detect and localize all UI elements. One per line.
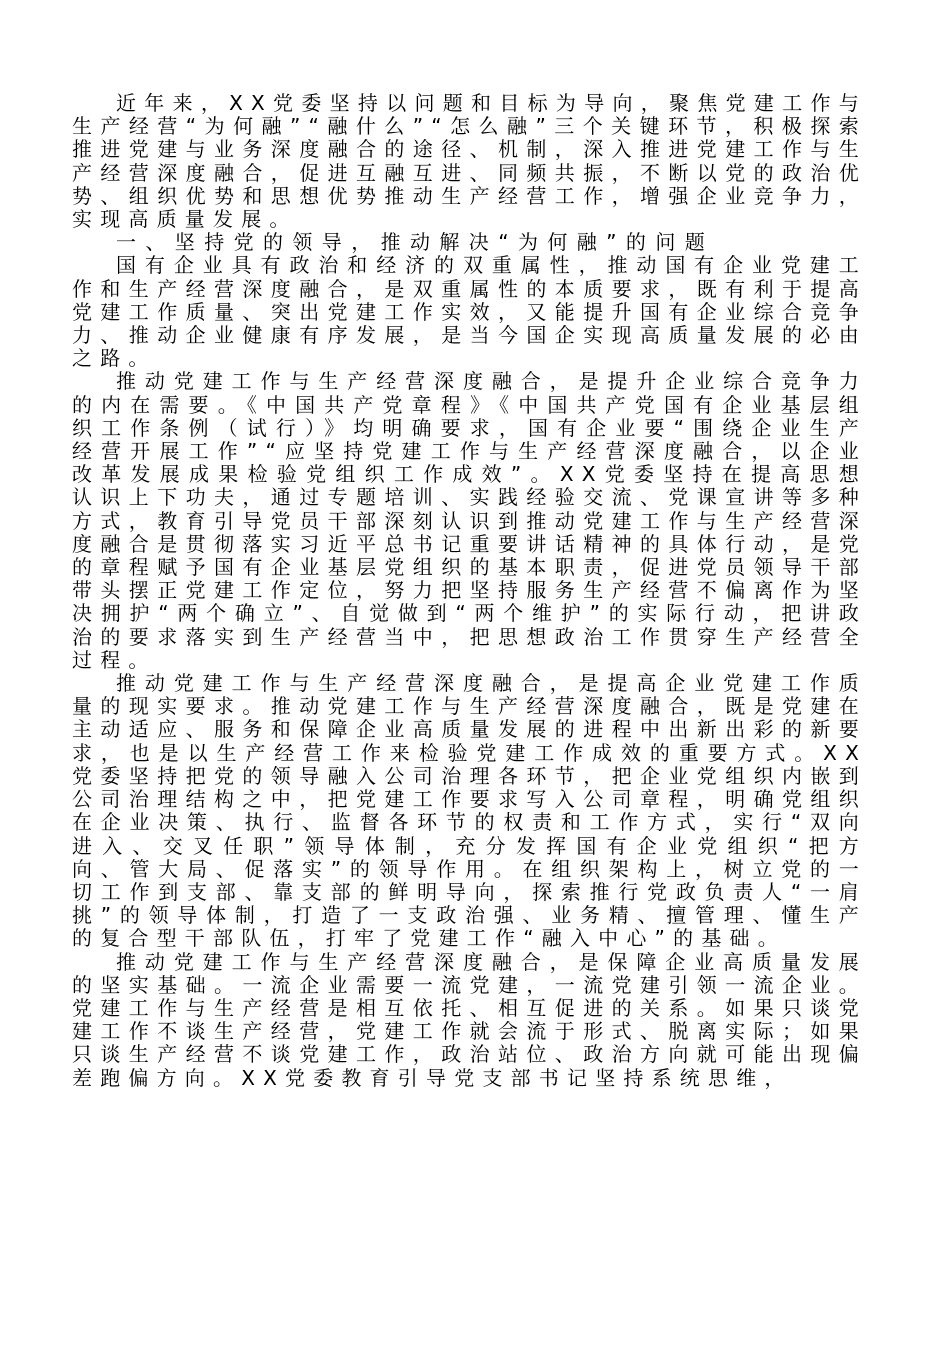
document-body: [72, 92, 867, 1090]
section-heading: 一、坚持党的领导，推动解决“为何融”的问题: [116, 230, 715, 255]
body-paragraph: 推动党建工作与生产经营深度融合，是保障企业高质量发展的坚实基础。一流企业需要一流党建，一流党建引领一流企业。党建工作与生产经营是相互依托、相互促进的关系。如果只谈党建工作不谈生产经营，党建工作就会流于形式、脱离实际；如果只谈生产经营不谈党建工作，政治站位、政治方向就可能出现偏差跑偏方向。XX党委教育引导党支部书记坚持系统思维，: [72, 949, 867, 1090]
body-paragraph: 国有企业具有政治和经济的双重属性，推动国有企业党建工作和生产经营深度融合，是双重属性的本质要求，既有利于提高党建工作质量、突出党建工作实效，又能提升国有企业综合竞争力、推动企业健康有序发展，是当今国企实现高质量发展的必由之路。: [72, 253, 867, 371]
body-paragraph: 推动党建工作与生产经营深度融合，是提升企业综合竞争力的内在需要。《中国共产党章程》《中国共产党国有企业基层组织工作条例（试行）》均明确要求，国有企业要“围绕企业生产经营开展工作”“应坚持党建工作与生产经营深度融合，以企业改革发展成果检验党组织工作成效”。XX党委坚持在提高思想认识上下功夫，通过专题培训、实践经验交流、党课宣讲等多种方式，教育引导党员干部深刻认识到推动党建工作与生产经营深度融合是贯彻落实习近平总书记重要讲话精神的具体行动，是党的章程赋予国有企业基层党组织的基本职责，促进党员领导干部带头摆正党建工作定位，努力把坚持服务生产经营不偏离作为坚决拥护“两个确立”、自觉做到“两个维护”的实际行动，把讲政治的要求落实到生产经营当中，把思想政治工作贯穿生产经营全过程。: [72, 369, 867, 672]
body-paragraph: 推动党建工作与生产经营深度融合，是提高企业党建工作质量的现实要求。推动党建工作与生产经营深度融合，既是党建在主动适应、服务和保障企业高质量发展的进程中出新出彩的新要求，也是以生产经营工作来检验党建工作成效的重要方式。XX党委坚持把党的领导融入公司治理各环节，把企业党组织内嵌到公司治理结构之中，把党建工作要求写入公司章程，明确党组织在企业决策、执行、监督各环节的权责和工作方式，实行“双向进入、交叉任职”领导体制，充分发挥国有企业党组织“把方向、管大局、促落实”的领导作用。在组织架构上，树立党的一切工作到支部、靠支部的鲜明导向，探索推行党政负责人“一肩挑”的领导体制，打造了一支政治强、业务精、擅管理、懂生产的复合型干部队伍，打牢了党建工作“融入中心”的基础。: [72, 671, 867, 951]
intro-paragraph: 近年来，XX党委坚持以问题和目标为导向，聚焦党建工作与生产经营“为何融”“融什么”“怎么融”三个关键环节，积极探索推进党建与业务深度融合的途径、机制，深入推进党建工作与生产经营深度融合，促进互融互进、同频共振，不断以党的政治优势、组织优势和思想优势推动生产经营工作，增强企业竞争力，实现高质量发展。: [72, 91, 867, 232]
